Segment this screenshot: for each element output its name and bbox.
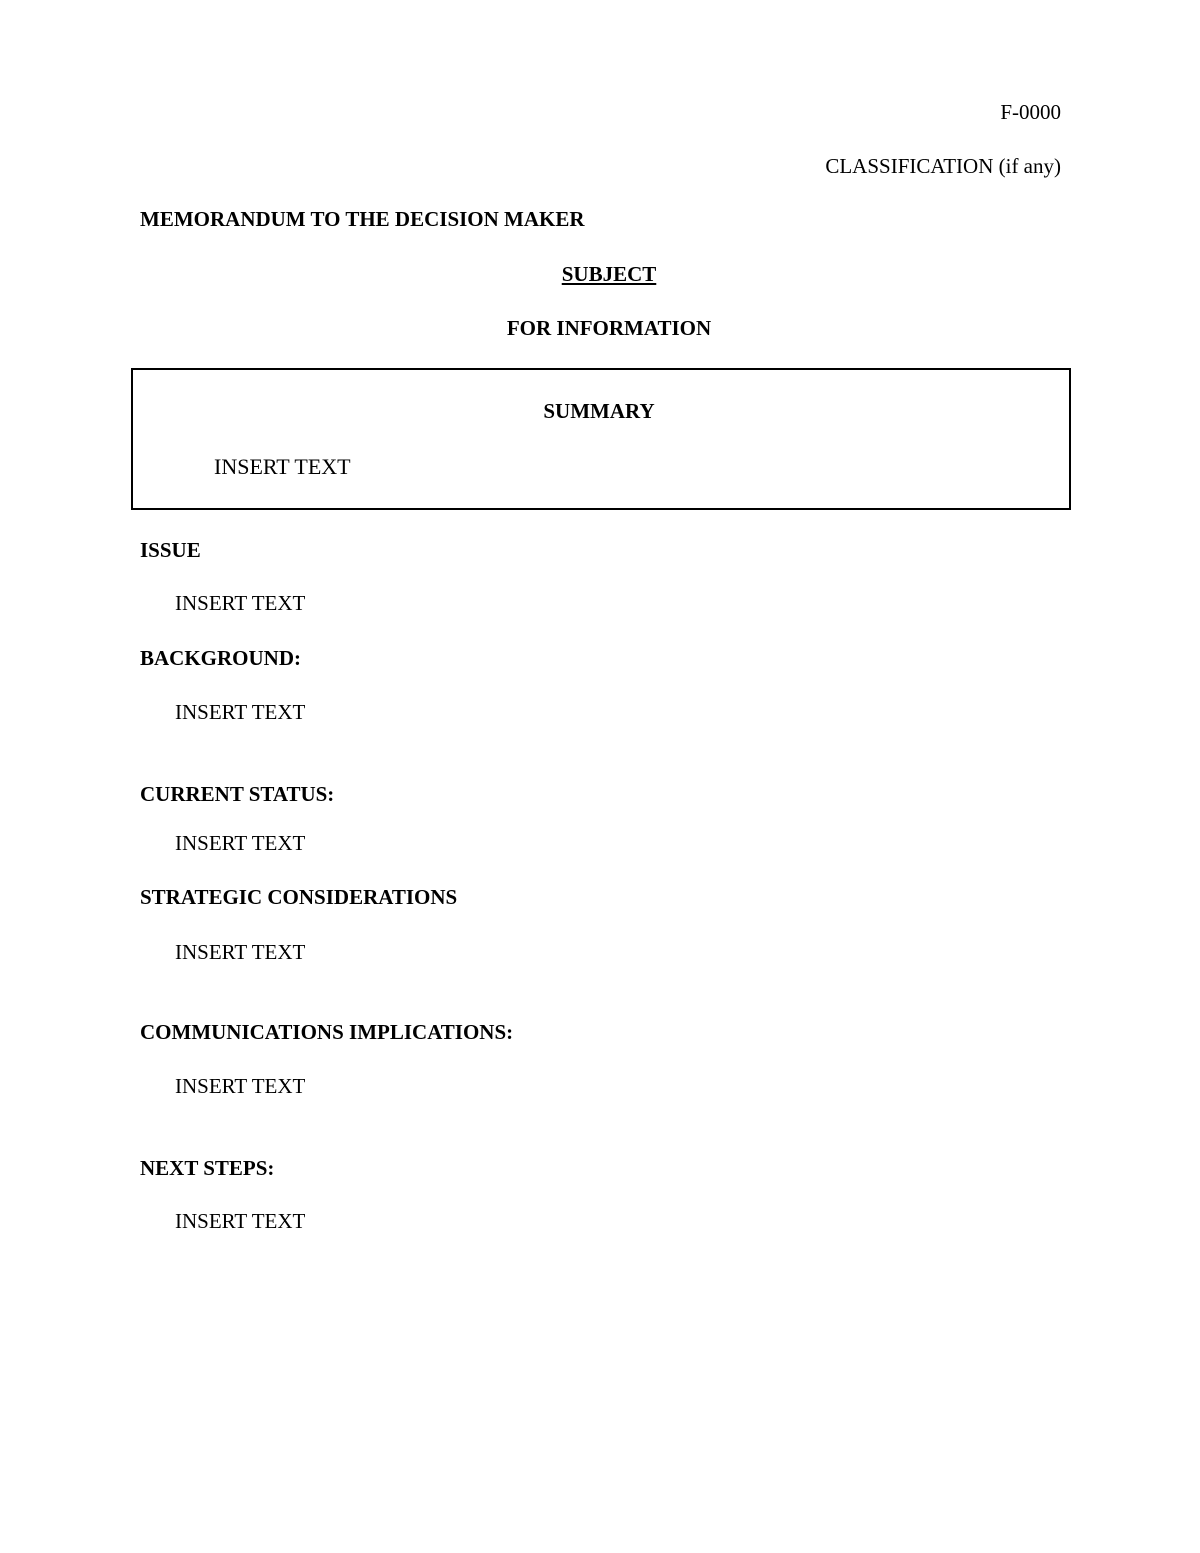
section-text: INSERT TEXT xyxy=(175,591,306,615)
section-heading: BACKGROUND: xyxy=(140,646,301,670)
purpose: FOR INFORMATION xyxy=(506,316,712,340)
section-text: INSERT TEXT xyxy=(175,940,306,964)
section-text: INSERT TEXT xyxy=(175,700,306,724)
summary-heading: SUMMARY xyxy=(543,399,655,423)
section-text: INSERT TEXT xyxy=(175,1209,306,1233)
section-heading: ISSUE xyxy=(140,538,201,562)
memo-title: MEMORANDUM TO THE DECISION MAKER xyxy=(140,207,585,231)
section-heading: CURRENT STATUS: xyxy=(140,782,335,806)
classification: CLASSIFICATION (if any) xyxy=(825,154,1061,178)
summary-box xyxy=(131,368,1071,510)
section-heading: COMMUNICATIONS IMPLICATIONS: xyxy=(140,1020,514,1044)
section-heading: NEXT STEPS: xyxy=(140,1156,275,1180)
section-heading: STRATEGIC CONSIDERATIONS xyxy=(140,885,458,909)
section-text: INSERT TEXT xyxy=(175,1074,306,1098)
summary-text: INSERT TEXT xyxy=(214,454,351,479)
form-number: F-0000 xyxy=(1000,100,1061,124)
section-text: INSERT TEXT xyxy=(175,831,306,855)
subject: SUBJECT xyxy=(561,262,657,286)
